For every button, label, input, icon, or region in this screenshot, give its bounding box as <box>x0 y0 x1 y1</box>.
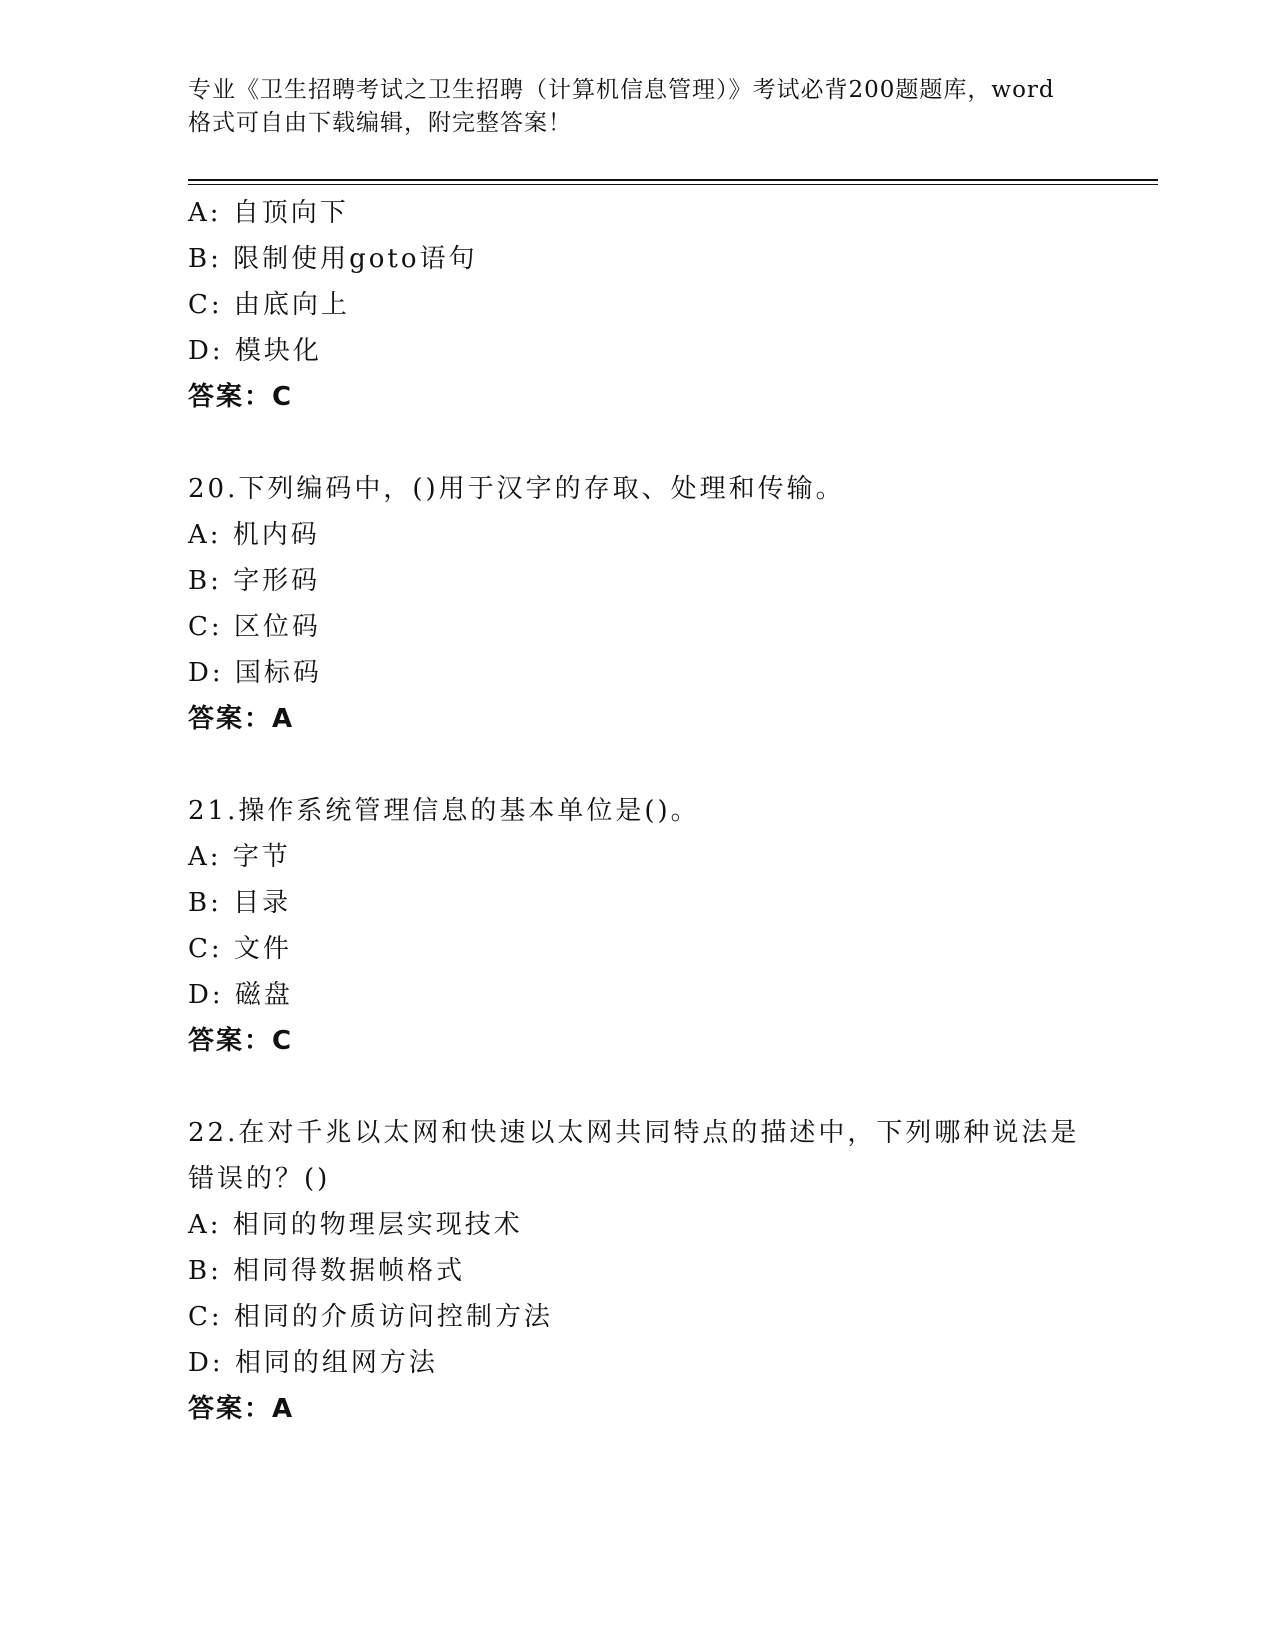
header-line-1: 专业《卫生招聘考试之卫生招聘（计算机信息管理）》考试必背200题题库，word <box>188 77 1055 103</box>
option-a: A: 字节 <box>188 842 291 872</box>
question-text-line-2: 错误的？() <box>188 1164 331 1194</box>
answer-label: 答案：A <box>188 1394 295 1424</box>
option-c: C: 相同的介质访问控制方法 <box>188 1302 553 1332</box>
option-d: D: 相同的组网方法 <box>188 1348 438 1378</box>
question-text: 20.下列编码中，()用于汉字的存取、处理和传输。 <box>188 474 845 504</box>
answer-label: 答案：A <box>188 704 295 734</box>
option-d: D: 国标码 <box>188 658 322 688</box>
answer-label: 答案：C <box>188 1026 294 1056</box>
question-list <box>188 190 1148 1432</box>
question-text: 21.操作系统管理信息的基本单位是()。 <box>188 796 700 826</box>
spacer <box>188 420 1148 466</box>
spacer <box>188 1064 1148 1110</box>
question-block <box>188 1110 1148 1432</box>
option-c: C: 文件 <box>188 934 292 964</box>
question-text-line-1: 22.在对千兆以太网和快速以太网共同特点的描述中，下列哪种说法是 <box>188 1118 1080 1148</box>
spacer <box>188 742 1148 788</box>
answer-label: 答案：C <box>188 382 294 412</box>
option-a: A: 相同的物理层实现技术 <box>188 1210 523 1240</box>
header-divider-thick <box>188 179 1158 181</box>
option-b: B: 限制使用goto语句 <box>188 244 478 274</box>
option-a: A: 自顶向下 <box>188 198 349 228</box>
option-b: B: 相同得数据帧格式 <box>188 1256 466 1286</box>
document-header <box>188 74 1088 140</box>
option-c: C: 区位码 <box>188 612 321 642</box>
question-block <box>188 788 1148 1064</box>
option-b: B: 目录 <box>188 888 292 918</box>
header-divider-thin <box>188 184 1158 185</box>
option-b: B: 字形码 <box>188 566 321 596</box>
option-d: D: 磁盘 <box>188 980 293 1010</box>
option-c: C: 由底向上 <box>188 290 350 320</box>
question-block <box>188 190 1148 420</box>
question-block <box>188 466 1148 742</box>
option-a: A: 机内码 <box>188 520 320 550</box>
header-line-2: 格式可自由下载编辑，附完整答案！ <box>188 110 572 136</box>
option-d: D: 模块化 <box>188 336 322 366</box>
